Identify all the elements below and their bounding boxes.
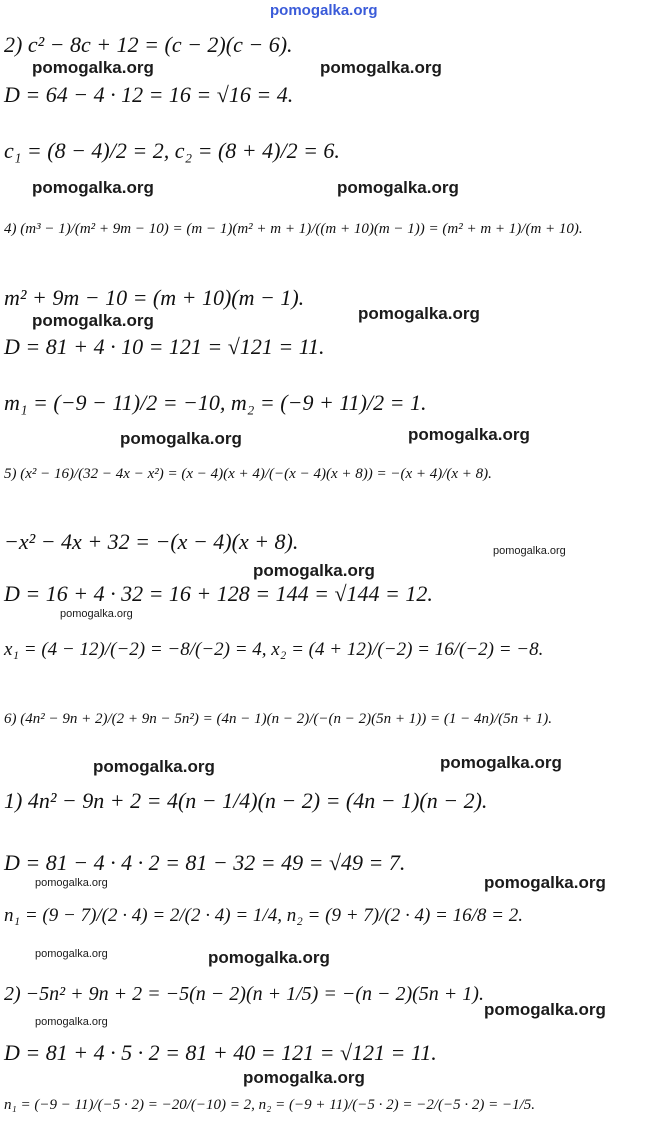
watermark: pomogalka.org: [208, 948, 330, 967]
math-line: 1) 4n² − 9n + 2 = 4(n − 1/4)(n − 2) = (4n − 1)(n − 2).: [4, 788, 488, 813]
watermark: pomogalka.org: [493, 545, 566, 557]
watermark: pomogalka.org: [35, 948, 108, 960]
math-line: D = 81 − 4 · 4 · 2 = 81 − 32 = 49 = √49 = 7.: [4, 850, 406, 875]
math-line: 2) c² − 8c + 12 = (c − 2)(c − 6).: [4, 32, 293, 57]
watermark-top: pomogalka.org: [270, 2, 378, 19]
math-line: D = 16 + 4 · 32 = 16 + 128 = 144 = √144 = 12.: [4, 581, 433, 606]
math-line: 4) (m³ − 1)/(m² + 9m − 10) = (m − 1)(m² + m + 1)/((m + 10)(m − 1)) = (m² + m + 1)/(m + 10).: [4, 221, 583, 237]
math-line: 5) (x² − 16)/(32 − 4x − x²) = (x − 4)(x + 4)/(−(x − 4)(x + 8)) = −(x + 4)/(x + 8).: [4, 466, 492, 482]
math-line: −x² − 4x + 32 = −(x − 4)(x + 8).: [4, 529, 299, 554]
watermark: pomogalka.org: [32, 178, 154, 197]
watermark: pomogalka.org: [320, 58, 442, 77]
watermark: pomogalka.org: [484, 1000, 606, 1019]
watermark: pomogalka.org: [243, 1068, 365, 1087]
watermark: pomogalka.org: [93, 757, 215, 776]
math-line: 6) (4n² − 9n + 2)/(2 + 9n − 5n²) = (4n − 1)(n − 2)/(−(n − 2)(5n + 1)) = (1 − 4n)/(5n + 1).: [4, 711, 552, 727]
watermark: pomogalka.org: [408, 425, 530, 444]
math-line: D = 81 + 4 · 10 = 121 = √121 = 11.: [4, 334, 325, 359]
math-line: D = 81 + 4 · 5 · 2 = 81 + 40 = 121 = √121 = 11.: [4, 1040, 437, 1065]
watermark: pomogalka.org: [440, 753, 562, 772]
math-line: m² + 9m − 10 = (m + 10)(m − 1).: [4, 285, 305, 310]
watermark: pomogalka.org: [32, 311, 154, 330]
math-line: n₁ = (−9 − 11)/(−5 · 2) = −20/(−10) = 2, n₂ = (−9 + 11)/(−5 · 2) = −2/(−5 · 2) = −1/5.: [4, 1097, 536, 1113]
watermark: pomogalka.org: [35, 877, 108, 889]
watermark: pomogalka.org: [484, 873, 606, 892]
math-line: x₁ = (4 − 12)/(−2) = −8/(−2) = 4, x₂ = (4 + 12)/(−2) = 16/(−2) = −8.: [4, 639, 544, 660]
math-line: c₁ = (8 − 4)/2 = 2, c₂ = (8 + 4)/2 = 6.: [4, 138, 340, 163]
watermark: pomogalka.org: [253, 561, 375, 580]
watermark: pomogalka.org: [60, 608, 133, 620]
watermark: pomogalka.org: [337, 178, 459, 197]
math-line: n₁ = (9 − 7)/(2 · 4) = 2/(2 · 4) = 1/4, n₂ = (9 + 7)/(2 · 4) = 16/8 = 2.: [4, 905, 523, 926]
watermark: pomogalka.org: [120, 429, 242, 448]
math-line: 2) −5n² + 9n + 2 = −5(n − 2)(n + 1/5) = −(n − 2)(5n + 1).: [4, 983, 484, 1005]
watermark: pomogalka.org: [358, 304, 480, 323]
math-line: m₁ = (−9 − 11)/2 = −10, m₂ = (−9 + 11)/2 = 1.: [4, 390, 427, 415]
watermark: pomogalka.org: [32, 58, 154, 77]
watermark: pomogalka.org: [35, 1016, 108, 1028]
math-line: D = 64 − 4 · 12 = 16 = √16 = 4.: [4, 82, 294, 107]
